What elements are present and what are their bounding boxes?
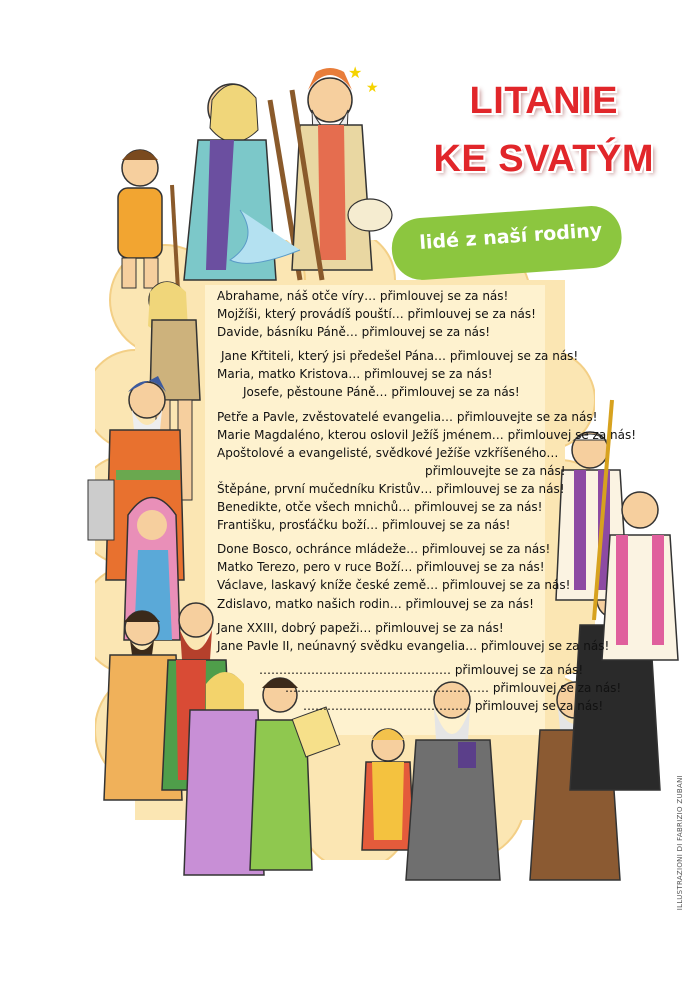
lamb-icon <box>348 199 392 231</box>
litany-line: Maria, matko Kristova… přimlouvej se za nás! <box>217 367 493 382</box>
litany-line: Matko Terezo, pero v ruce Boží… přimlouvej se za nás! <box>217 560 545 575</box>
illustration-credit: ILLUSTRAZIONI DI FABRIZIO ZUBANI <box>676 775 684 911</box>
litany-line: Apoštolové a evangelisté, svědkové Ježíše vzkříšeného… <box>217 445 559 460</box>
page-title-line-1: LITANIE <box>469 80 618 122</box>
litany-line: Josefe, pěstoune Páně… přimlouvej se za nás! <box>243 385 520 400</box>
david-figure-icon <box>118 150 178 290</box>
litany-text <box>217 287 636 715</box>
litany-line: Štěpáne, první mučedníku Kristův… přimlouvej se za nás! <box>217 481 565 496</box>
svg-text:★: ★ <box>348 63 363 82</box>
litany-line: Václave, laskavý kníže české země… přimlouvej se za nás! <box>217 578 571 593</box>
litany-line: Jane Křtiteli, který jsi předešel Pána… přimlouvej se za nás! <box>221 349 579 364</box>
litany-line: Zdislavo, matko našich rodin… přimlouvej se za nás! <box>217 596 534 611</box>
litany-line: ………………………………………… přimlouvej se za nás! <box>259 662 584 677</box>
litany-line: …………………………………………… přimlouvej se za nás! <box>285 680 622 695</box>
svg-text:★: ★ <box>366 80 379 96</box>
litany-line: Abrahame, náš otče víry… přimlouvej se za nás! <box>217 289 509 303</box>
child-figure-icon <box>362 729 414 850</box>
litany-line: Davide, básníku Páně… přimlouvej se za nás! <box>217 325 491 340</box>
litany-line: Benedikte, otče všech mnichů… přimlouvej se za nás! <box>217 500 543 515</box>
page-title-line-2: KE SVATÝM <box>433 138 654 180</box>
litany-line: Marie Magdaléno, kterou oslovil Ježíš jménem… přimlouvej se za nás! <box>217 427 637 442</box>
subtitle-banner-text: lidé z naší rodiny <box>418 219 603 255</box>
litany-line: Done Bosco, ochránce mládeže… přimlouvej se za nás! <box>217 542 551 557</box>
litany-line: Františku, prosťáčku boží… přimlouvej se za nás! <box>217 518 511 533</box>
litany-line: …………………………………… přimlouvej se za nás! <box>303 698 604 713</box>
litany-line: přimlouvejte se za nás! <box>425 463 566 478</box>
litany-line: Jane XXIII, dobrý papeži… přimlouvej se za nás! <box>217 620 504 635</box>
litany-line: Jane Pavle II, neúnavný svědku evangelia… přimlouvej se za nás! <box>217 638 610 653</box>
litany-line: Petře a Pavle, zvěstovatelé evangelia… přimlouvejte se za nás! <box>217 409 598 424</box>
litany-line: Mojžíši, který provádíš pouští… přimlouvej se za nás! <box>217 307 536 322</box>
